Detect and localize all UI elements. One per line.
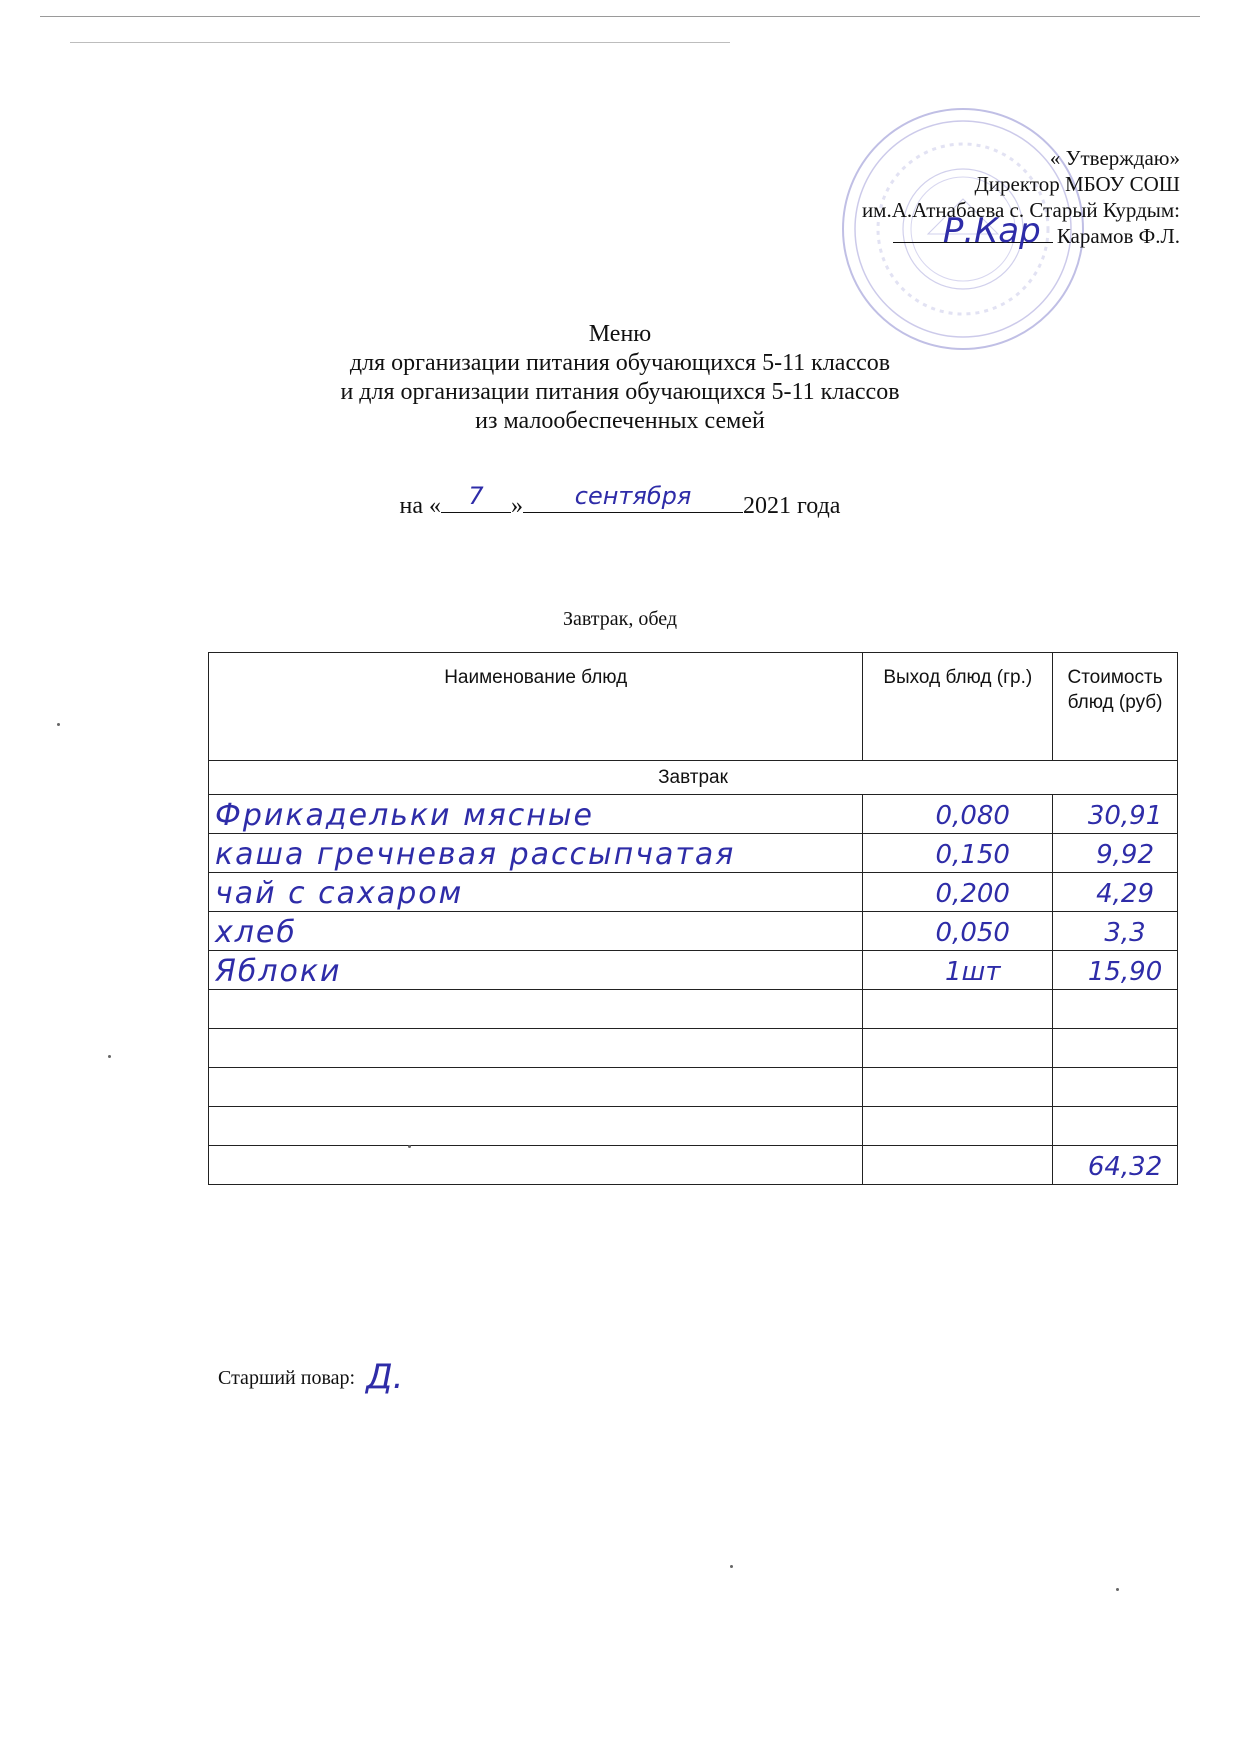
- dish-output-cell: [863, 873, 1053, 912]
- menu-rows: [209, 795, 1178, 1185]
- dish-name-text: каша гречневая рассыпчатая: [215, 837, 736, 872]
- dish-cost-text: 30,91: [1087, 801, 1163, 831]
- cook-signature: Д.: [366, 1357, 404, 1397]
- table-row: [209, 1068, 1178, 1107]
- dish-cost-cell: [1053, 1068, 1178, 1107]
- dish-name-cell: [209, 795, 863, 834]
- table-row: [209, 1107, 1178, 1146]
- dish-name-cell: [209, 951, 863, 990]
- scan-speck: [730, 1565, 733, 1568]
- dish-output-cell: [863, 990, 1053, 1029]
- date-mid: »: [511, 493, 524, 519]
- approval-heading: « Утверждаю»: [1049, 146, 1180, 170]
- director-name: Карамов Ф.Л.: [1056, 224, 1180, 248]
- date-day: 7: [468, 482, 484, 510]
- dish-output-cell: [863, 1146, 1053, 1185]
- scan-speck: [1116, 1588, 1119, 1591]
- dish-name-cell: [209, 1068, 863, 1107]
- menu-table: [208, 652, 1178, 1185]
- approval-school: им.А.Атнабаева с. Старый Курдым:: [861, 198, 1180, 222]
- dish-cost-text: 9,92: [1096, 840, 1154, 870]
- dish-output-text: 1шт: [945, 957, 1001, 987]
- dish-output-cell: [863, 834, 1053, 873]
- date-month: сентября: [574, 482, 692, 510]
- dish-output-text: 0,050: [935, 918, 1010, 948]
- dish-output-cell: [863, 912, 1053, 951]
- table-row: [209, 834, 1178, 873]
- dish-output-cell: [863, 795, 1053, 834]
- scan-line-top: [40, 16, 1200, 17]
- table-header-row: [209, 653, 1178, 761]
- approval-signature-line: [580, 211, 1180, 251]
- dish-name-cell: [209, 834, 863, 873]
- dish-name-text: хлеб: [215, 915, 297, 950]
- dish-output-text: 0,200: [935, 879, 1010, 909]
- table-row: [209, 951, 1178, 990]
- dish-cost-text: 64,32: [1087, 1152, 1163, 1182]
- signature-blank: [893, 211, 1053, 251]
- dish-cost-cell: [1053, 1029, 1178, 1068]
- table-row: [209, 912, 1178, 951]
- dish-output-cell: [863, 1029, 1053, 1068]
- dish-name-text: Яблоки: [215, 954, 342, 989]
- scan-speck: [57, 723, 60, 726]
- approval-position: Директор МБОУ СОШ: [974, 172, 1180, 196]
- title-line-2: для организации питания обучающихся 5-11 классов: [349, 350, 891, 376]
- title-line-1: Меню: [588, 321, 652, 347]
- dish-name-cell: [209, 873, 863, 912]
- dish-name-cell: [209, 990, 863, 1029]
- cook-label: Старший повар:: [218, 1367, 356, 1389]
- dish-name-cell: [209, 1029, 863, 1068]
- dish-cost-cell: [1053, 873, 1178, 912]
- section-label: Завтрак: [209, 761, 1178, 795]
- director-signature: Р.Кар: [942, 211, 1041, 251]
- dish-output-cell: [863, 1068, 1053, 1107]
- scan-line-second: [70, 42, 730, 43]
- date-line: [0, 482, 1240, 520]
- header-dish-name: Наименование блюд: [209, 653, 863, 761]
- dish-cost-cell: [1053, 951, 1178, 990]
- dish-output-cell: [863, 951, 1053, 990]
- table-row: [209, 1029, 1178, 1068]
- dish-name-text: Фрикадельки мясные: [215, 798, 595, 833]
- meal-label: Завтрак, обед: [562, 608, 678, 630]
- dish-cost-cell: [1053, 912, 1178, 951]
- dish-name-cell: [209, 1107, 863, 1146]
- dish-cost-cell: [1053, 795, 1178, 834]
- dish-cost-cell: [1053, 834, 1178, 873]
- dish-output-cell: [863, 1107, 1053, 1146]
- dish-cost-text: 4,29: [1096, 879, 1154, 909]
- scan-speck: [408, 1145, 411, 1148]
- date-prefix: на «: [399, 493, 442, 519]
- month-blank: [523, 482, 743, 513]
- dish-cost-cell: [1053, 1146, 1178, 1185]
- header-cost: Стоимость блюд (руб): [1053, 653, 1178, 761]
- dish-cost-cell: [1053, 990, 1178, 1029]
- dish-name-cell: [209, 912, 863, 951]
- table-row: [209, 1146, 1178, 1185]
- dish-output-text: 0,150: [935, 840, 1010, 870]
- table-row: [209, 873, 1178, 912]
- dish-output-text: 0,080: [935, 801, 1010, 831]
- dish-cost-text: 15,90: [1087, 957, 1163, 987]
- dish-name-text: чай с сахаром: [215, 876, 464, 911]
- approval-block: [580, 145, 1180, 249]
- title-line-3: и для организации питания обучающихся 5-11 классов: [340, 379, 900, 405]
- cook-signature-line: [218, 1357, 403, 1397]
- dish-cost-text: 3,3: [1104, 918, 1146, 948]
- dish-cost-cell: [1053, 1107, 1178, 1146]
- date-suffix: 2021 года: [743, 493, 841, 519]
- day-blank: [441, 482, 511, 513]
- section-row-breakfast: [209, 761, 1178, 795]
- scan-speck: [108, 1055, 111, 1058]
- header-output: Выход блюд (гр.): [863, 653, 1053, 761]
- title-line-4: из малообеспеченных семей: [475, 408, 765, 434]
- table-row: [209, 990, 1178, 1029]
- table-row: [209, 795, 1178, 834]
- document-title: [0, 320, 1240, 436]
- dish-name-cell: [209, 1146, 863, 1185]
